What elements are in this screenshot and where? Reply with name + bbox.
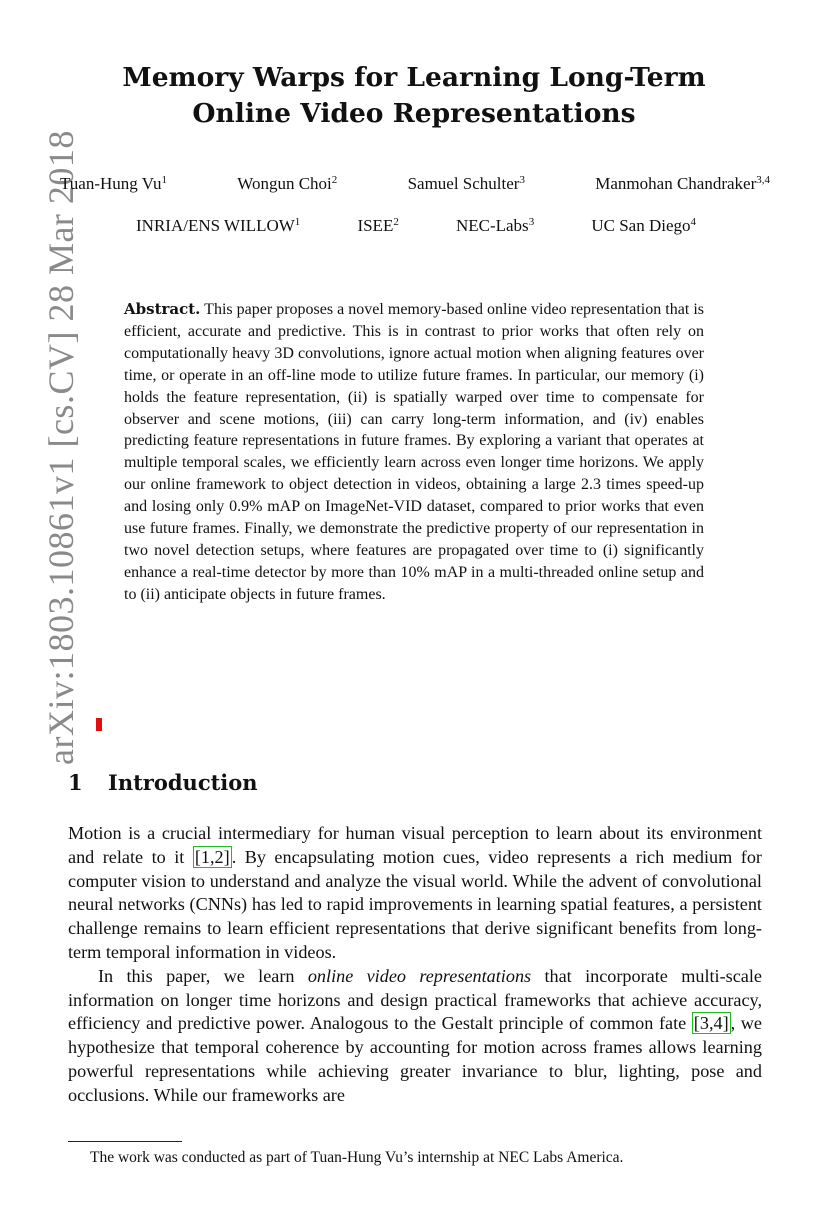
affiliation — [456, 216, 534, 236]
affiliation-name: UC San Diego — [591, 216, 691, 235]
author — [595, 174, 770, 194]
paragraph-text: , we hypothesize that temporal coherence by accounting for motion across frames allows learning powerful representations while achieving greater invariance to blur, lighting, pose and occlusions. While our frameworks are — [68, 1013, 762, 1105]
section-number: 1 — [68, 770, 83, 795]
author-name: Manmohan Chandraker — [595, 174, 757, 193]
title-line-1: Memory Warps for Learning Long-Term — [122, 62, 706, 93]
author-name: Wongun Choi — [237, 174, 332, 193]
affiliation-list — [136, 216, 696, 236]
author-name: Samuel Schulter — [407, 174, 520, 193]
footnote-divider — [68, 1141, 182, 1142]
paragraph-text: In this paper, we learn — [98, 965, 308, 986]
citation-link[interactable]: [1,2] — [194, 846, 230, 867]
paragraph-text: . By encapsulating motion cues, video represents a rich medium for computer vision to understand and analyze the visual world. While the advent of convolutional neural networks (CNNs) has led to rapid improvements in learning spatial features, a persistent challenge remains to learn efficient representations that derive significant benefits from long-term temporal information in videos. — [68, 846, 762, 962]
author-affil-mark: 3 — [519, 174, 525, 186]
paper-title — [80, 60, 748, 132]
affiliation-name: NEC-Labs — [455, 216, 529, 235]
affiliation-name: INRIA/ENS WILLOW — [136, 216, 295, 235]
affiliation-mark: 4 — [690, 216, 696, 228]
author-affil-mark: 2 — [331, 174, 338, 186]
section-title: Introduction — [108, 770, 258, 795]
title-line-2: Online Video Representations — [192, 98, 636, 129]
author — [237, 174, 337, 194]
abstract-heading: Abstract. — [124, 300, 201, 318]
paragraph-text: Motion is a crucial intermediary for human visual perception to learn about its environment and relate to it — [68, 823, 762, 867]
arxiv-identifier: arXiv:1803.10861v1 [cs.CV] 28 Mar 2018 — [41, 130, 81, 765]
abstract-text: This paper proposes a novel memory-based online video representation that is efficient, accurate and predictive. This is in contrast to prior works that often rely on computationally heavy 3D convolutions, ignore actual motion when aligning features over time, or operate in an off-line mode to utilize future frames. In particular, our memory (i) holds the feature representation, (ii) is spatially warped over time to compensate for observer and scene motions, (iii) can carry long-term information, and (iv) enables predicting feature representations in future frames. By exploring a variant that operates at multiple temporal scales, we efficiently learn across even longer time horizons. We apply our online framework to object detection in videos, obtaining a large 2.3 times speed-up and losing only 0.9% mAP on ImageNet-VID dataset, compared to prior works that even use future frames. Finally, we demonstrate the predictive property of our representation in two novel detection setups, where features are propagated over time to (i) significantly enhance a real-time detector by more than 10% mAP in a multi-threaded online setup and to (ii) anticipate objects in future frames. — [124, 301, 704, 603]
emphasized-term: online video representations — [307, 965, 532, 986]
author-name: Tuan-Hung Vu — [60, 174, 162, 193]
author — [60, 174, 167, 194]
affiliation — [357, 216, 398, 236]
paragraph — [68, 822, 762, 965]
paragraph-text: that incorporate multi-scale information on longer time horizons and design practical frameworks that achieve accuracy, efficiency and predictive power. Analogous to the Gestalt principle of common fate — [68, 965, 763, 1034]
affiliation-mark: 3 — [528, 216, 535, 228]
affiliation-mark: 2 — [393, 216, 399, 228]
introduction-body — [68, 822, 762, 1108]
paragraph — [68, 965, 762, 1108]
citation-link[interactable]: [3,4] — [693, 1013, 729, 1034]
author-list — [60, 174, 770, 194]
affiliation-mark: 1 — [294, 216, 301, 228]
affiliation-name: ISEE — [357, 216, 394, 235]
affiliation — [136, 216, 300, 236]
footnote: The work was conducted as part of Tuan-Hung Vu’s internship at NEC Labs America. — [90, 1149, 624, 1166]
author-affil-mark: 3,4 — [756, 174, 770, 186]
abstract — [124, 299, 704, 606]
author — [408, 174, 525, 194]
section-heading — [68, 770, 258, 795]
affiliation — [591, 216, 696, 236]
author-affil-mark: 1 — [161, 174, 167, 186]
annotation-marker — [96, 718, 102, 731]
